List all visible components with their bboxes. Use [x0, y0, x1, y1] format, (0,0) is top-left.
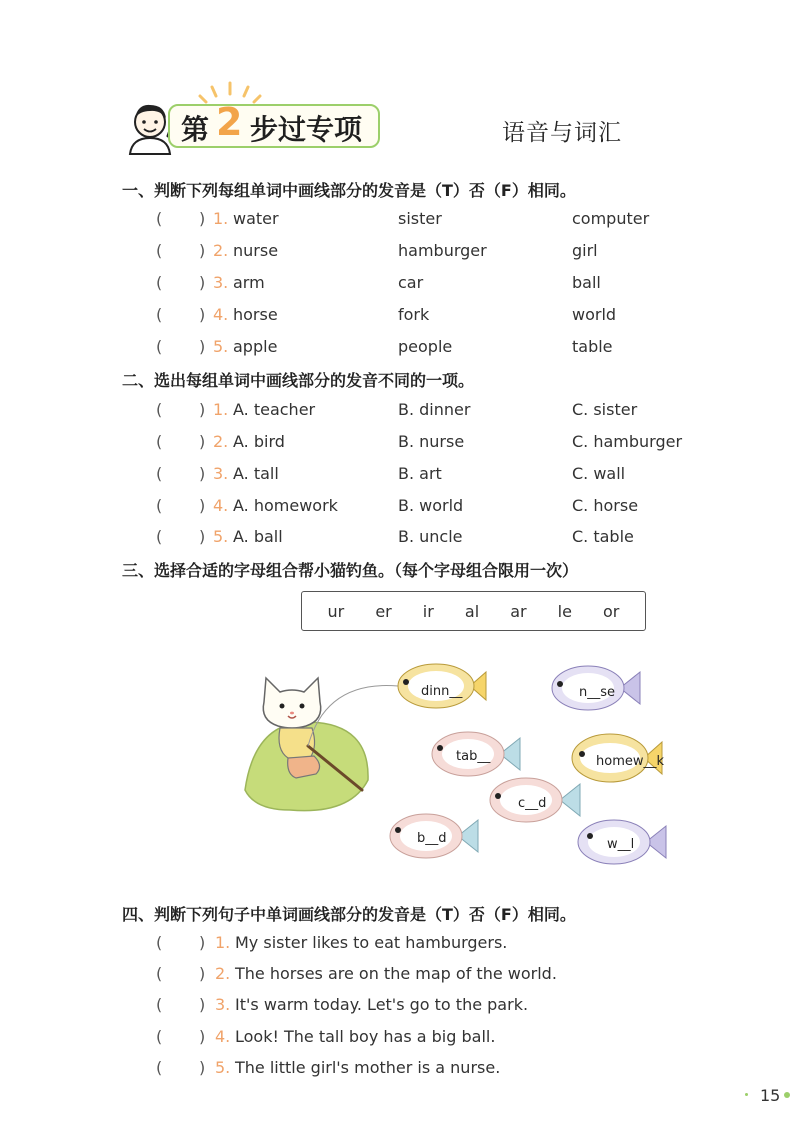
- option-ar: ar: [510, 601, 527, 621]
- question-row: [0, 400, 800, 424]
- question-row: [0, 933, 800, 957]
- answer-paren-open[interactable]: (: [156, 273, 163, 292]
- word-2: people: [398, 337, 453, 356]
- question-row: [0, 964, 800, 988]
- question-number: 5.: [213, 337, 229, 356]
- option-a: A. tall: [233, 464, 279, 483]
- sentence: It's warm today. Let's go to the park.: [235, 995, 529, 1014]
- option-a: A. ball: [233, 527, 283, 546]
- word-2: hamburger: [398, 241, 487, 260]
- option-c: C. table: [572, 527, 634, 546]
- fish-label-homewk: homew__k: [596, 754, 665, 769]
- option-a: A. bird: [233, 432, 285, 451]
- question-number: 4.: [215, 1027, 231, 1046]
- option-b: B. dinner: [398, 400, 471, 419]
- fish-label-cd: c__d: [518, 796, 547, 811]
- option-b: B. uncle: [398, 527, 463, 546]
- sentence: The little girl's mother is a nurse.: [235, 1058, 501, 1077]
- option-al: al: [464, 601, 480, 621]
- question-number: 1.: [215, 933, 231, 952]
- fish-label-wl: w__l: [607, 837, 635, 852]
- answer-paren-open[interactable]: (: [156, 1027, 163, 1046]
- question-row: [0, 496, 800, 520]
- fish-label-nse: n__se: [579, 685, 616, 700]
- answer-paren-close[interactable]: ): [199, 496, 206, 515]
- word-3: table: [572, 337, 613, 356]
- question-number: 4.: [213, 496, 229, 515]
- fishing-illustration: [230, 650, 690, 875]
- answer-paren-open[interactable]: (: [156, 995, 163, 1014]
- answer-paren-close[interactable]: ): [199, 1027, 206, 1046]
- option-c: C. wall: [572, 464, 626, 483]
- question-row: [0, 337, 800, 361]
- sentence: Look! The tall boy has a big ball.: [235, 1027, 496, 1046]
- banner-number: 2: [216, 100, 243, 144]
- word-1: horse: [233, 305, 278, 324]
- question-number: 4.: [213, 305, 229, 324]
- word-1: water: [233, 209, 279, 228]
- answer-paren-close[interactable]: ): [199, 995, 206, 1014]
- option-or: or: [603, 601, 620, 621]
- answer-paren-open[interactable]: (: [156, 1058, 163, 1077]
- answer-paren-open[interactable]: (: [156, 241, 163, 260]
- option-b: B. world: [398, 496, 464, 515]
- section-2-title: 二、选出每组单词中画线部分的发音不同的一项。: [122, 371, 475, 390]
- answer-paren-open[interactable]: (: [156, 933, 163, 952]
- footer-dot-small: [745, 1093, 748, 1096]
- word-2: fork: [398, 305, 430, 324]
- question-row: [0, 305, 800, 329]
- question-number: 5.: [215, 1058, 231, 1077]
- option-a: A. homework: [233, 496, 338, 515]
- option-a: A. teacher: [233, 400, 316, 419]
- answer-paren-open[interactable]: (: [156, 305, 163, 324]
- page-subtitle: 语音与词汇: [502, 120, 622, 146]
- sentence: The horses are on the map of the world.: [235, 964, 557, 983]
- option-er: er: [375, 601, 392, 621]
- answer-paren-open[interactable]: (: [156, 209, 163, 228]
- answer-paren-open[interactable]: (: [156, 432, 163, 451]
- fish-label-dinn: dinn__: [421, 684, 463, 699]
- option-c: C. sister: [572, 400, 638, 419]
- fish-label-tab: tab__: [456, 749, 491, 764]
- letter-options-box: [301, 591, 646, 631]
- word-3: girl: [572, 241, 598, 260]
- question-number: 2.: [213, 432, 229, 451]
- answer-paren-close[interactable]: ): [199, 432, 206, 451]
- sentence: My sister likes to eat hamburgers.: [235, 933, 508, 952]
- option-b: B. art: [398, 464, 442, 483]
- word-3: world: [572, 305, 617, 324]
- answer-paren-close[interactable]: ): [199, 209, 206, 228]
- word-1: apple: [233, 337, 278, 356]
- answer-paren-open[interactable]: (: [156, 964, 163, 983]
- answer-paren-open[interactable]: (: [156, 400, 163, 419]
- question-row: [0, 1058, 800, 1082]
- question-row: [0, 273, 800, 297]
- answer-paren-close[interactable]: ): [199, 400, 206, 419]
- question-number: 2.: [215, 964, 231, 983]
- question-row: [0, 209, 800, 233]
- option-ir: ir: [422, 601, 434, 621]
- answer-paren-open[interactable]: (: [156, 337, 163, 356]
- option-c: C. hamburger: [572, 432, 683, 451]
- word-3: ball: [572, 273, 601, 292]
- question-row: [0, 1027, 800, 1051]
- option-b: B. nurse: [398, 432, 465, 451]
- question-row: [0, 464, 800, 488]
- answer-paren-close[interactable]: ): [199, 241, 206, 260]
- word-2: car: [398, 273, 424, 292]
- answer-paren-close[interactable]: ): [199, 964, 206, 983]
- option-ur: ur: [327, 601, 345, 621]
- footer-dot-large: [784, 1092, 790, 1098]
- section-3-title: 三、选择合适的字母组合帮小猫钓鱼。（每个字母组合限用一次）: [122, 561, 579, 580]
- banner-title: 步过专项: [250, 113, 363, 146]
- answer-paren-close[interactable]: ): [199, 527, 206, 546]
- question-number: 1.: [213, 209, 229, 228]
- word-2: sister: [398, 209, 442, 228]
- answer-paren-close[interactable]: ): [199, 933, 206, 952]
- section-1-title: 一、判断下列每组单词中画线部分的发音是（T）否（F）相同。: [122, 181, 576, 200]
- answer-paren-close[interactable]: ): [199, 464, 206, 483]
- question-number: 2.: [213, 241, 229, 260]
- banner-prefix: 第: [181, 113, 210, 146]
- word-3: computer: [572, 209, 650, 228]
- answer-paren-open[interactable]: (: [156, 496, 163, 515]
- question-number: 3.: [215, 995, 231, 1014]
- question-number: 3.: [213, 273, 229, 292]
- answer-paren-open[interactable]: (: [156, 527, 163, 546]
- question-row: [0, 527, 800, 551]
- question-row: [0, 432, 800, 456]
- question-row: [0, 995, 800, 1019]
- word-1: nurse: [233, 241, 279, 260]
- answer-paren-close[interactable]: ): [199, 1058, 206, 1077]
- fish-label-bd: b__d: [417, 831, 447, 846]
- word-1: arm: [233, 273, 265, 292]
- question-row: [0, 241, 800, 265]
- option-le: le: [557, 601, 572, 621]
- page-number: 15: [760, 1086, 781, 1105]
- question-number: 3.: [213, 464, 229, 483]
- question-number: 5.: [213, 527, 229, 546]
- section-4-title: 四、判断下列句子中单词画线部分的发音是（T）否（F）相同。: [122, 905, 576, 924]
- answer-paren-close[interactable]: ): [199, 273, 206, 292]
- answer-paren-open[interactable]: (: [156, 464, 163, 483]
- option-c: C. horse: [572, 496, 639, 515]
- answer-paren-close[interactable]: ): [199, 337, 206, 356]
- answer-paren-close[interactable]: ): [199, 305, 206, 324]
- question-number: 1.: [213, 400, 229, 419]
